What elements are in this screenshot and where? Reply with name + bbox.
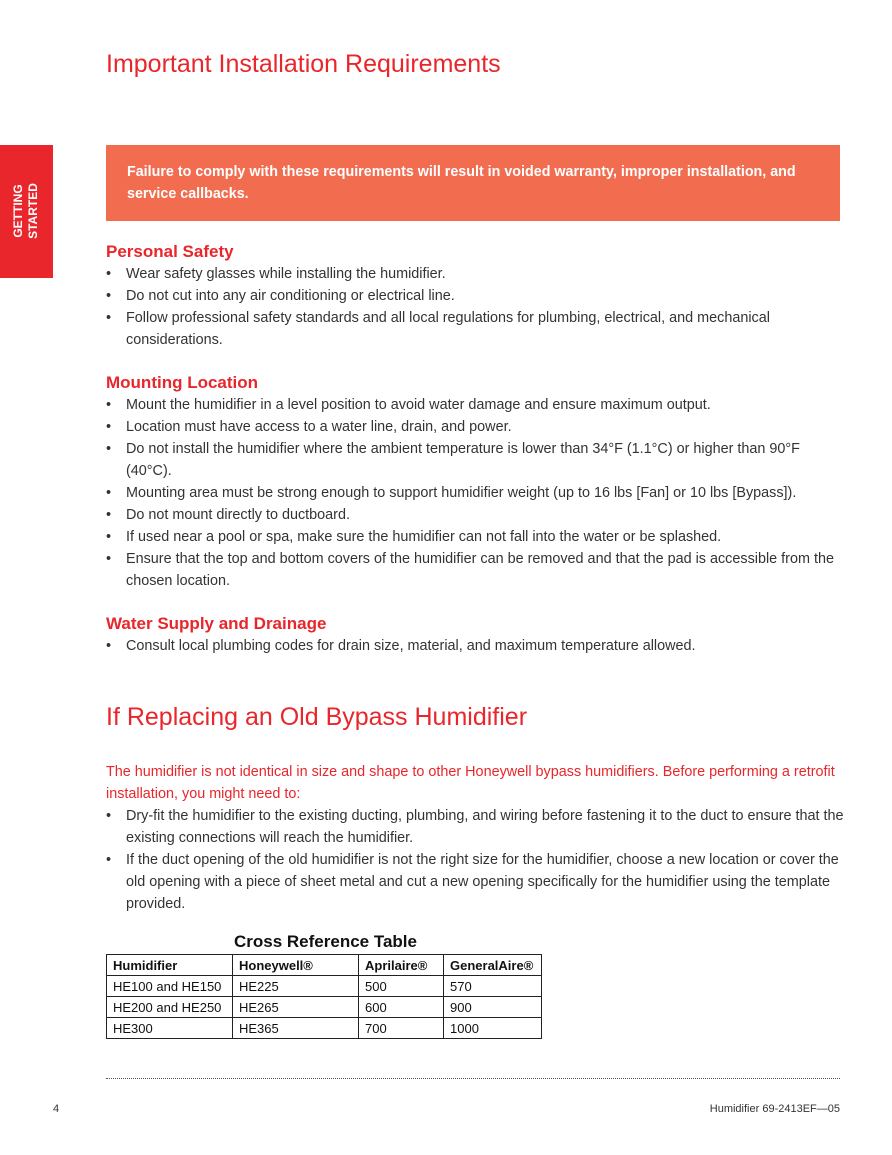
replacing-intro: The humidifier is not identical in size and shape to other Honeywell bypass humidifiers. Before performing a retrofit installation, you might need to: (106, 764, 835, 802)
table-cell: 570 (444, 976, 542, 997)
list-item-text: Mounting area must be strong enough to support humidifier weight (up to 16 lbs [Fan] or 10 lbs [Bypass]). (126, 485, 797, 501)
table-cell: 1000 (444, 1018, 542, 1039)
bullet-list (106, 805, 846, 915)
list-item-text: Do not mount directly to ductboard. (126, 507, 350, 523)
column-header: Honeywell® (233, 955, 359, 976)
bullet-icon: • (106, 485, 112, 501)
table-cell: 900 (444, 997, 542, 1018)
column-header: Aprilaire® (359, 955, 444, 976)
list-item-text: Consult local plumbing codes for drain size, material, and maximum temperature allowed. (126, 638, 696, 654)
list-item (106, 849, 846, 915)
section-heading: Water Supply and Drainage (106, 614, 327, 633)
list-item (106, 482, 846, 504)
table-cell: HE200 and HE250 (107, 997, 233, 1018)
list-item-text: If the duct opening of the old humidifier is not the right size for the humidifier, choose a new location or cover the old opening with a piece of sheet metal and cut a new opening specifically for the humidifier using the template provided. (126, 852, 839, 912)
table-row (107, 997, 542, 1018)
list-item-text: Ensure that the top and bottom covers of the humidifier can be removed and that the pad is accessible from the chosen location. (126, 551, 834, 589)
water-supply-section (106, 613, 846, 657)
mounting-location-section (106, 372, 846, 592)
warning-banner (106, 145, 840, 221)
bullet-list (106, 394, 846, 592)
bullet-icon: • (106, 310, 112, 326)
bullet-icon: • (106, 419, 112, 435)
bullet-icon: • (106, 529, 112, 545)
table-cell: HE100 and HE150 (107, 976, 233, 997)
bullet-icon: • (106, 441, 112, 457)
list-item (106, 394, 846, 416)
list-item-text: Do not install the humidifier where the ambient temperature is lower than 34°F (1.1°C) or higher than 90°F (40°C). (126, 441, 800, 479)
list-item (106, 438, 846, 482)
list-item-text: If used near a pool or spa, make sure the humidifier can not fall into the water or be splashed. (126, 529, 722, 545)
table-cell: HE300 (107, 1018, 233, 1039)
column-header: Humidifier (107, 955, 233, 976)
bullet-icon: • (106, 507, 112, 523)
list-item-text: Dry-fit the humidifier to the existing ducting, plumbing, and wiring before fastening it to the duct to ensure that the existing connections will reach the humidifier. (126, 808, 844, 846)
bullet-icon: • (106, 808, 112, 824)
table-cell: 700 (359, 1018, 444, 1039)
list-item (106, 263, 846, 285)
bullet-list (106, 263, 846, 351)
footer-divider (106, 1078, 840, 1079)
list-item (106, 285, 846, 307)
table-row (107, 976, 542, 997)
cross-reference-table (106, 954, 542, 1039)
side-tab-line-1: GETTING (11, 184, 25, 238)
section-heading: Personal Safety (106, 242, 234, 261)
list-item (106, 307, 846, 351)
bullet-icon: • (106, 551, 112, 567)
table-cell: HE365 (233, 1018, 359, 1039)
list-item (106, 635, 846, 657)
list-item (106, 416, 846, 438)
bullet-icon: • (106, 852, 112, 868)
table-header-row (107, 955, 542, 976)
list-item-text: Location must have access to a water line, drain, and power. (126, 419, 512, 435)
bullet-list (106, 635, 846, 657)
list-item (106, 805, 846, 849)
table-cell: 600 (359, 997, 444, 1018)
section-heading: Mounting Location (106, 373, 259, 392)
personal-safety-section (106, 241, 846, 351)
list-item-text: Do not cut into any air conditioning or electrical line. (126, 288, 455, 304)
table-cell: HE265 (233, 997, 359, 1018)
side-tab-line-2: STARTED (26, 183, 40, 239)
list-item (106, 526, 846, 548)
bullet-icon: • (106, 397, 112, 413)
column-header: GeneralAire® (444, 955, 542, 976)
list-item (106, 548, 846, 592)
table-caption: Cross Reference Table (234, 932, 417, 951)
list-item-text: Mount the humidifier in a level position to avoid water damage and ensure maximum output. (126, 397, 711, 413)
page-title: Important Installation Requirements (106, 50, 501, 78)
table-cell: 500 (359, 976, 444, 997)
bullet-icon: • (106, 638, 112, 654)
table-cell: HE225 (233, 976, 359, 997)
replacing-title: If Replacing an Old Bypass Humidifier (106, 703, 528, 731)
list-item-text: Follow professional safety standards and all local regulations for plumbing, electrical, and mechanical considerations. (126, 310, 770, 348)
footer-doc-label: Humidifier 69-2413EF—05 (709, 1103, 840, 1115)
warning-text: Failure to comply with these requirements will result in voided warranty, improper installation, and service callbacks. (127, 164, 796, 202)
list-item-text: Wear safety glasses while installing the humidifier. (126, 266, 446, 282)
getting-started-tab (0, 145, 53, 278)
bullet-icon: • (106, 266, 112, 282)
bullet-icon: • (106, 288, 112, 304)
page-number: 4 (53, 1103, 60, 1115)
table-row (107, 1018, 542, 1039)
list-item (106, 504, 846, 526)
side-tab-label (11, 183, 41, 239)
